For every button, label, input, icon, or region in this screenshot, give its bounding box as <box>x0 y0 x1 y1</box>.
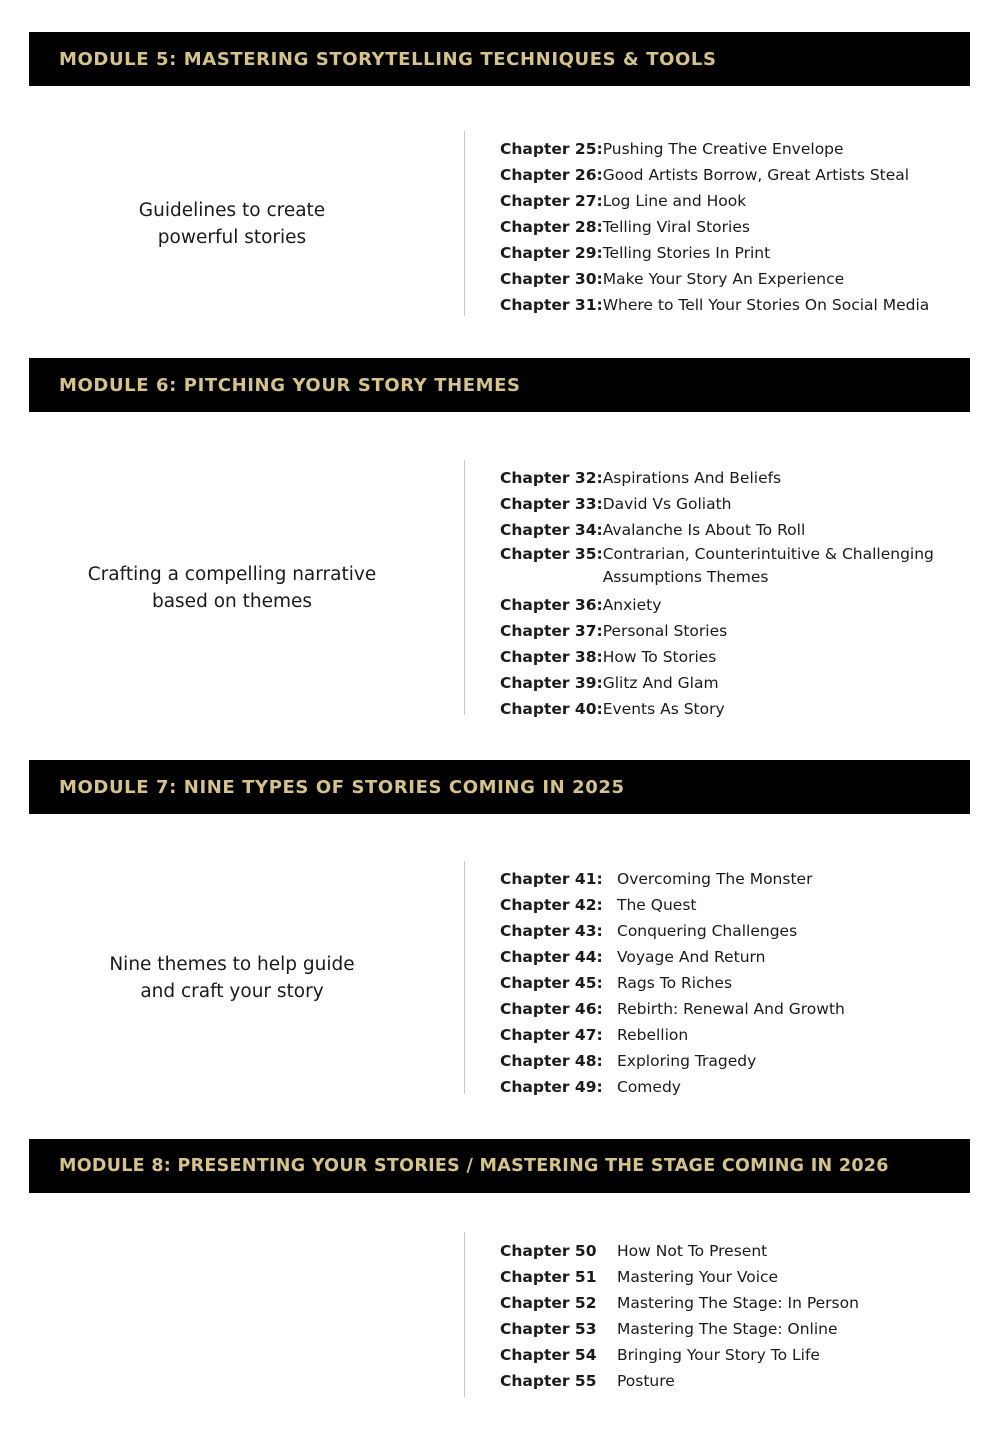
module-8-chapter-list <box>500 1238 859 1394</box>
chapter-item: Chapter 28: Telling Viral Stories <box>500 218 750 236</box>
chapter-item: Chapter 38: How To Stories <box>500 648 717 666</box>
module-6-divider <box>464 460 465 715</box>
chapter-item: Chapter 35: Contrarian, Counterintuitive & Challenging Assumptions Themes <box>500 545 934 586</box>
chapter-item: Chapter 33: David Vs Goliath <box>500 495 732 513</box>
chapter-item: Chapter 46: Rebirth: Renewal And Growth <box>500 1000 845 1018</box>
module-8-title: MODULE 8: PRESENTING YOUR STORIES / MASTERING THE STAGE COMING IN 2026 <box>59 1156 889 1176</box>
chapter-item: Chapter 27: Log Line and Hook <box>500 192 747 210</box>
module-6-chapter-list <box>500 465 953 722</box>
module-6-body <box>29 460 970 718</box>
chapter-item: Chapter 47: Rebellion <box>500 1026 689 1044</box>
chapter-item: Chapter 45: Rags To Riches <box>500 974 733 992</box>
chapter-item: Chapter 30: Make Your Story An Experience <box>500 270 845 288</box>
chapter-item: Chapter 41: Overcoming The Monster <box>500 870 813 888</box>
module-5-title: MODULE 5: MASTERING STORYTELLING TECHNIQUES & TOOLS <box>59 48 717 70</box>
chapter-item: Chapter 52 Mastering The Stage: In Person <box>500 1294 859 1312</box>
module-7-header <box>29 760 970 814</box>
module-8-header <box>29 1139 970 1193</box>
chapter-item: Chapter 53 Mastering The Stage: Online <box>500 1320 838 1338</box>
module-5-description: Guidelines to create powerful stories <box>138 199 326 248</box>
chapter-item: Chapter 54 Bringing Your Story To Life <box>500 1346 820 1364</box>
chapter-item: Chapter 36: Anxiety <box>500 596 662 614</box>
module-6-title: MODULE 6: PITCHING YOUR STORY THEMES <box>59 374 521 396</box>
chapter-item: Chapter 26: Good Artists Borrow, Great Artists Steal <box>500 166 910 184</box>
chapter-item: Chapter 39: Glitz And Glam <box>500 674 719 692</box>
module-7-body <box>29 861 970 1094</box>
module-7-description: Nine themes to help guide and craft your story <box>109 953 355 1002</box>
chapter-item: Chapter 44: Voyage And Return <box>500 948 766 966</box>
chapter-item: Chapter 37: Personal Stories <box>500 622 728 640</box>
chapter-item: Chapter 55 Posture <box>500 1372 675 1390</box>
module-5-body <box>29 131 970 316</box>
chapter-item: Chapter 51 Mastering Your Voice <box>500 1268 779 1286</box>
module-7-divider <box>464 861 465 1094</box>
module-8-divider <box>464 1232 465 1397</box>
module-5-divider <box>464 131 465 316</box>
chapter-item: Chapter 25: Pushing The Creative Envelope <box>500 140 844 158</box>
chapter-item: Chapter 48: Exploring Tragedy <box>500 1052 757 1070</box>
chapter-item: Chapter 34: Avalanche Is About To Roll <box>500 521 806 539</box>
chapter-item: Chapter 42: The Quest <box>500 896 697 914</box>
chapter-item: Chapter 31: Where to Tell Your Stories On Social Media <box>500 296 930 314</box>
module-6-description: Crafting a compelling narrative based on themes <box>87 563 377 612</box>
chapter-item: Chapter 29: Telling Stories In Print <box>500 244 771 262</box>
module-8-body <box>29 1232 970 1397</box>
module-5-chapter-list <box>500 136 929 318</box>
chapter-item: Chapter 50 How Not To Present <box>500 1242 768 1260</box>
module-7-title: MODULE 7: NINE TYPES OF STORIES COMING IN 2025 <box>59 776 625 798</box>
module-5-header <box>29 32 970 86</box>
chapter-item: Chapter 32: Aspirations And Beliefs <box>500 469 782 487</box>
chapter-item: Chapter 40: Events As Story <box>500 700 725 718</box>
module-7-chapter-list <box>500 866 845 1100</box>
chapter-item: Chapter 43: Conquering Challenges <box>500 922 798 940</box>
chapter-item: Chapter 49: Comedy <box>500 1078 681 1096</box>
module-6-header <box>29 358 970 412</box>
